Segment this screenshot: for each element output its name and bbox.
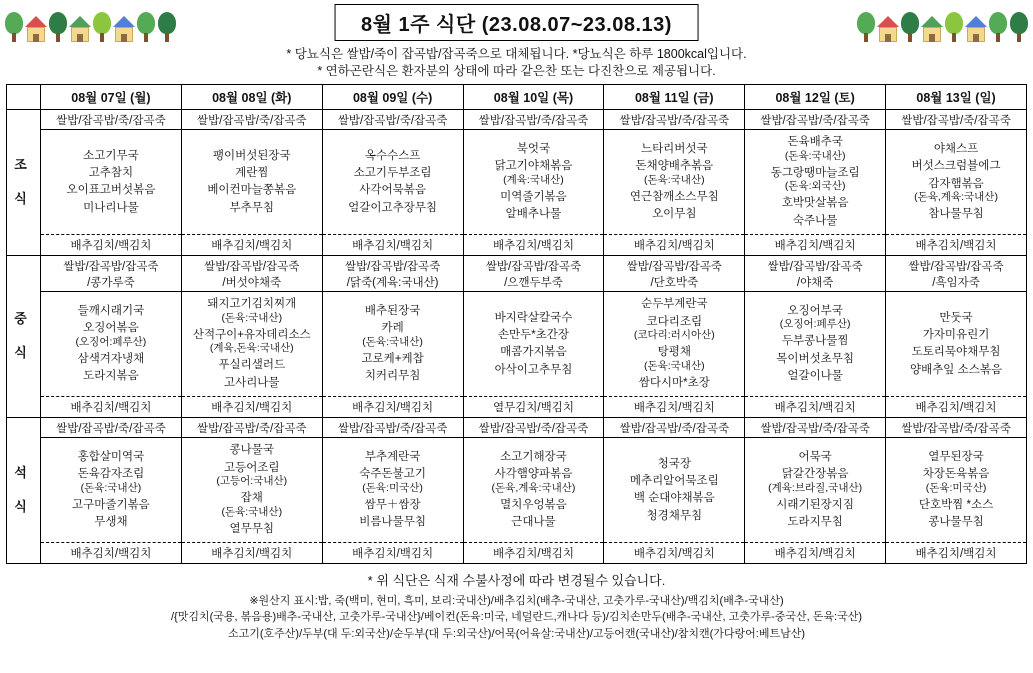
kimchi-line: 배추김치/백김치: [41, 234, 181, 255]
menu-cell: [745, 109, 886, 255]
rice-line: 쌀밥/잡곡밥/죽/잡곡죽: [41, 418, 181, 438]
dish-item: 얼갈이고추장무침: [348, 201, 438, 214]
dish-list: [182, 292, 322, 396]
dish-item: 사각어묵볶음: [359, 184, 426, 197]
column-header-day: 08월 09일 (수): [322, 84, 463, 109]
dish-item: 순두부계란국: [640, 298, 708, 311]
dish-item: 부추무침: [229, 201, 274, 214]
column-header-day: 08월 12일 (토): [745, 84, 886, 109]
menu-cell: [463, 417, 604, 563]
dish-item: 만둣국: [939, 311, 973, 324]
dish-item: 청경채무침: [646, 509, 703, 522]
dish-item: 돈육배추국 (돈육:국내산): [784, 136, 846, 162]
column-header-day: 08월 10일 (목): [463, 84, 604, 109]
kimchi-line: 배추김치/백김치: [745, 234, 885, 255]
dish-item: 고사리나물: [223, 376, 280, 389]
menu-cell: [886, 255, 1027, 417]
dish-item: 얼갈이나물: [787, 370, 843, 383]
dish-item: 잡채 (돈육:국내산): [221, 492, 283, 518]
rice-line: 쌀밥/잡곡밥/죽/잡곡죽: [182, 418, 322, 438]
tree-icon: [48, 12, 68, 42]
kimchi-line: 배추김치/백김치: [323, 234, 463, 255]
decoration-right: [856, 2, 1029, 42]
dish-list: [886, 292, 1026, 396]
house-icon: [113, 16, 135, 42]
menu-cell: [604, 417, 745, 563]
dish-item: 야채스프: [933, 142, 979, 155]
rice-line: 쌀밥/잡곡밥/죽/잡곡죽: [745, 110, 885, 130]
kimchi-line: 배추김치/백김치: [182, 234, 322, 255]
dish-item: 감자햄볶음 (돈육,계육:국내산): [914, 177, 998, 204]
dish-list: [886, 438, 1026, 542]
menu-cell: [463, 255, 604, 417]
menu-cell: [604, 255, 745, 417]
dish-item: 도토리묵야채무침: [911, 346, 1001, 359]
dish-list: [41, 292, 181, 396]
dish-list: [464, 292, 604, 396]
dish-item: 메추리알어묵조림: [629, 474, 719, 487]
dish-item: 베이컨마늘쫑볶음: [207, 184, 297, 197]
origin-line: /{맛김치(국용, 볶음용)배추-국내산, 고춧가루-국내산}/베이컨(돈육:미국, 네덜란드,캐나다 등)/김치손만두(배추-국내산, 고춧가루-중국산, 돈육:국산): [171, 611, 862, 624]
dish-item: 매콤가지볶음: [500, 346, 567, 359]
kimchi-line: 배추김치/백김치: [323, 396, 463, 417]
rice-line: 쌀밥/잡곡밥/잡곡죽 /콩가루죽: [41, 256, 181, 292]
menu-cell: [604, 109, 745, 255]
dish-item: 고로케+케찹: [361, 352, 424, 365]
dish-item: 백 순대야채볶음: [633, 492, 715, 505]
kimchi-line: 배추김치/백김치: [182, 396, 322, 417]
menu-cell: [181, 417, 322, 563]
kimchi-line: 배추김치/백김치: [41, 396, 181, 417]
dish-item: 돼지고기김치찌개 (돈육:국내산): [207, 298, 297, 324]
dish-item: 소고기해장국: [500, 450, 567, 463]
dish-item: 연근참깨소스무침: [629, 190, 719, 203]
menu-cell: [41, 255, 182, 417]
dish-list: [41, 438, 181, 542]
dish-item: 돈육감자조림 (돈육:국내산): [77, 468, 145, 494]
dish-item: 부추계란국: [364, 450, 421, 463]
dish-item: 미역줄기볶음: [500, 190, 567, 203]
dish-list: [464, 130, 604, 234]
dish-item: 도라지무침: [787, 516, 843, 529]
tree-icon: [900, 12, 920, 42]
kimchi-line: 배추김치/백김치: [886, 234, 1026, 255]
meal-label: 석 식: [7, 417, 41, 563]
dish-item: 배추된장국: [364, 304, 421, 317]
dish-item: 느타리버섯국: [640, 142, 708, 155]
menu-cell: [322, 417, 463, 563]
kimchi-line: 배추김치/백김치: [604, 396, 744, 417]
rice-line: 쌀밥/잡곡밥/죽/잡곡죽: [886, 110, 1026, 130]
dish-item: 산적구이+유자데리소스 (계육,돈육:국내산): [192, 328, 311, 355]
dish-item: 어묵국: [798, 450, 832, 463]
dish-item: 열무무침: [229, 522, 274, 535]
dish-item: 오이표고버섯볶음: [66, 184, 156, 197]
dish-item: 소고기무국: [83, 149, 139, 162]
dish-item: 미나리나물: [83, 201, 139, 214]
dish-item: 홍합살미역국: [77, 450, 145, 463]
note-line-2: * 연하곤란식은 환자분의 상태에 따라 같은찬 또는 다진찬으로 제공됩니다.: [317, 63, 716, 78]
dish-list: [323, 438, 463, 542]
dish-item: 고구마줄기볶음: [72, 498, 150, 511]
dish-list: [323, 292, 463, 396]
dish-item: 닭갈간장볶음 (계육:브라질,국내산): [768, 468, 863, 494]
dish-item: 시래기된장지짐: [776, 498, 855, 511]
dish-item: 호박맛살볶음: [781, 197, 849, 210]
dish-item: 동그랑땡마늘조림 (돈육:외국산): [770, 166, 860, 193]
dish-item: 치커리무침: [364, 370, 421, 383]
dish-list: [464, 438, 604, 542]
menu-cell: [181, 255, 322, 417]
rice-line: 쌀밥/잡곡밥/죽/잡곡죽: [41, 110, 181, 130]
house-icon: [877, 16, 899, 42]
tree-icon: [1009, 12, 1029, 42]
dish-item: 단호박찜 *소스: [918, 498, 994, 511]
kimchi-line: 배추김치/백김치: [323, 542, 463, 563]
dish-item: 차장돈육볶음 (돈육:미국산): [922, 468, 990, 494]
dish-item: 무생채: [94, 516, 128, 529]
dish-item: 멸치우엉볶음: [500, 498, 567, 511]
meal-label: 중 식: [7, 255, 41, 417]
dish-list: [182, 130, 322, 234]
dish-list: [745, 438, 885, 542]
dish-list: [323, 130, 463, 234]
dish-item: 옥수수스프: [364, 149, 421, 162]
dish-item: 북엇국: [516, 142, 551, 155]
dish-item: 탕평채 (돈육:국내산): [643, 346, 705, 372]
dish-item: 쌈무＋쌈장: [364, 498, 421, 511]
kimchi-line: 배추김치/백김치: [41, 542, 181, 563]
dish-item: 소고기두부조림: [353, 166, 432, 179]
menu-cell: [41, 109, 182, 255]
dish-item: 계란찜: [235, 166, 269, 179]
dish-item: 양배추잎 소스볶음: [909, 363, 1003, 376]
dish-item: 콩나물국: [229, 444, 274, 457]
tree-icon: [157, 12, 177, 42]
dish-item: 버섯스크럼블에그: [911, 160, 1001, 173]
kimchi-line: 배추김치/백김치: [886, 396, 1026, 417]
dish-list: [182, 438, 322, 542]
dish-list: [745, 130, 885, 234]
header-notes: [0, 46, 1033, 80]
dish-list: [41, 130, 181, 234]
dish-item: 오징어부국 (오징어:페루산): [779, 304, 851, 331]
tree-icon: [856, 12, 876, 42]
rice-line: 쌀밥/잡곡밥/죽/잡곡죽: [604, 418, 744, 438]
dish-item: 가자미유린기: [922, 328, 990, 341]
kimchi-line: 배추김치/백김치: [464, 542, 604, 563]
rice-line: 쌀밥/잡곡밥/죽/잡곡죽: [745, 418, 885, 438]
column-header-day: 08월 13일 (일): [886, 84, 1027, 109]
table-row: [7, 417, 1027, 563]
dish-item: 삼색겨자냉채: [77, 352, 145, 365]
rice-line: 쌀밥/잡곡밥/잡곡죽 /버섯야채죽: [182, 256, 322, 292]
kimchi-line: 배추김치/백김치: [745, 396, 885, 417]
dish-item: 바지락살칼국수: [494, 311, 573, 324]
rice-line: 쌀밥/잡곡밥/잡곡죽 /으깬두부죽: [464, 256, 604, 292]
dish-item: 숙주돈불고기 (돈육:미국산): [359, 468, 426, 494]
dish-item: 비름나물무침: [359, 516, 426, 529]
menu-cell: [322, 109, 463, 255]
rice-line: 쌀밥/잡곡밥/죽/잡곡죽: [464, 418, 604, 438]
dish-item: 코다리조림 (코다리:러시아산): [633, 315, 715, 342]
kimchi-line: 배추김치/백김치: [604, 234, 744, 255]
dish-item: 쌈다시마*초장: [638, 376, 710, 389]
dish-item: 사각햄양파볶음 (돈육,계육:국내산): [491, 468, 576, 494]
menu-cell: [886, 109, 1027, 255]
tree-icon: [988, 12, 1008, 42]
dish-item: 오징어볶음 (오징어:페루산): [75, 322, 147, 348]
dish-item: 근대나물: [511, 516, 556, 529]
header-banner: [0, 0, 1033, 44]
kimchi-line: 배추김치/백김치: [886, 542, 1026, 563]
dish-item: 목이버섯초무침: [776, 352, 855, 365]
note-line-1: * 당뇨식은 쌀밥/죽이 잡곡밥/잡곡죽으로 대체됩니다. *당뇨식은 하루 1800kcal입니다.: [286, 47, 747, 61]
dish-item: 닭고기야채볶음 (계육:국내산): [494, 160, 573, 186]
dish-list: [745, 292, 885, 396]
dish-item: 청국장: [657, 457, 691, 470]
menu-cell: [745, 417, 886, 563]
dish-item: 알배추나물: [505, 208, 562, 221]
column-header-day: 08월 07일 (월): [41, 84, 182, 109]
table-row: [7, 109, 1027, 255]
dish-item: 아삭이고추무침: [494, 363, 573, 376]
menu-cell: [463, 109, 604, 255]
dish-list: [604, 130, 744, 234]
menu-cell: [886, 417, 1027, 563]
dish-item: 도라지볶음: [83, 370, 139, 383]
tree-icon: [4, 12, 24, 42]
rice-line: 쌀밥/잡곡밥/죽/잡곡죽: [323, 110, 463, 130]
rice-line: 쌀밥/잡곡밥/잡곡죽 /닭죽(계육:국내산): [323, 256, 463, 292]
menu-cell: [181, 109, 322, 255]
origin-line: ※원산지 표시:밥, 죽(백미, 현미, 흑미, 보리:국내산)/배추김치(배추-국내산, 고춧가루-국내산)/백김치(배추-국내산): [249, 594, 784, 607]
rice-line: 쌀밥/잡곡밥/죽/잡곡죽: [464, 110, 604, 130]
dish-item: 열무된장국: [928, 450, 984, 463]
dish-item: 카레 (돈육:국내산): [362, 322, 423, 348]
rice-line: 쌀밥/잡곡밥/잡곡죽 /야채죽: [745, 256, 885, 292]
kimchi-line: 열무김치/백김치: [464, 396, 604, 417]
menu-table: [6, 84, 1027, 564]
tree-icon: [136, 12, 156, 42]
menu-cell: [41, 417, 182, 563]
rice-line: 쌀밥/잡곡밥/죽/잡곡죽: [604, 110, 744, 130]
column-header-day: 08월 11일 (금): [604, 84, 745, 109]
tree-icon: [944, 12, 964, 42]
origin-info: [0, 593, 1033, 643]
rice-line: 쌀밥/잡곡밥/죽/잡곡죽: [182, 110, 322, 130]
meal-label: 조 식: [7, 109, 41, 255]
house-icon: [965, 16, 987, 42]
dish-item: 손만두*초간장: [497, 328, 570, 341]
dish-item: 팽이버섯된장국: [212, 149, 291, 162]
dish-list: [604, 292, 744, 396]
dish-item: 숙주나물: [792, 214, 838, 227]
page-title: 8월 1주 식단 (23.08.07~23.08.13): [334, 4, 699, 41]
dish-list: [604, 438, 744, 542]
dish-item: 고등어조림 (고등어:국내산): [216, 461, 288, 488]
dish-item: 푸실리샐러드: [218, 359, 286, 372]
dish-item: 참나물무침: [928, 208, 984, 221]
rice-line: 쌀밥/잡곡밥/잡곡죽 /흑임자죽: [886, 256, 1026, 292]
dish-item: 돈채양배추볶음 (돈육:국내산): [635, 160, 714, 186]
footer-note: * 위 식단은 식재 수불사정에 따라 변경될수 있습니다.: [367, 572, 666, 588]
origin-line: 소고기(호주산)/두부(대 두:외국산)/순두부(대 두:외국산)/어묵(어육살:국내산)/고등어캔(국내산)/참치캔(가다랑어:베트남산): [228, 627, 805, 640]
tree-icon: [92, 12, 112, 42]
kimchi-line: 배추김치/백김치: [604, 542, 744, 563]
rice-line: 쌀밥/잡곡밥/잡곡죽 /단호박죽: [604, 256, 744, 292]
kimchi-line: 배추김치/백김치: [182, 542, 322, 563]
table-row: [7, 255, 1027, 417]
dish-item: 들깨시래기국: [77, 304, 145, 317]
house-icon: [69, 16, 91, 42]
dish-list: [886, 130, 1026, 234]
decoration-left: [4, 2, 177, 42]
corner-cell: [7, 84, 41, 109]
dish-item: 두부콩나물찜: [781, 335, 849, 348]
column-header-day: 08월 08일 (화): [181, 84, 322, 109]
kimchi-line: 배추김치/백김치: [464, 234, 604, 255]
dish-item: 콩나물무침: [928, 516, 984, 529]
kimchi-line: 배추김치/백김치: [745, 542, 885, 563]
dish-item: 고추참치: [88, 166, 134, 179]
dish-item: 오이무침: [652, 208, 697, 221]
menu-cell: [322, 255, 463, 417]
house-icon: [921, 16, 943, 42]
menu-cell: [745, 255, 886, 417]
house-icon: [25, 16, 47, 42]
rice-line: 쌀밥/잡곡밥/죽/잡곡죽: [886, 418, 1026, 438]
table-header-row: [7, 84, 1027, 109]
rice-line: 쌀밥/잡곡밥/죽/잡곡죽: [323, 418, 463, 438]
